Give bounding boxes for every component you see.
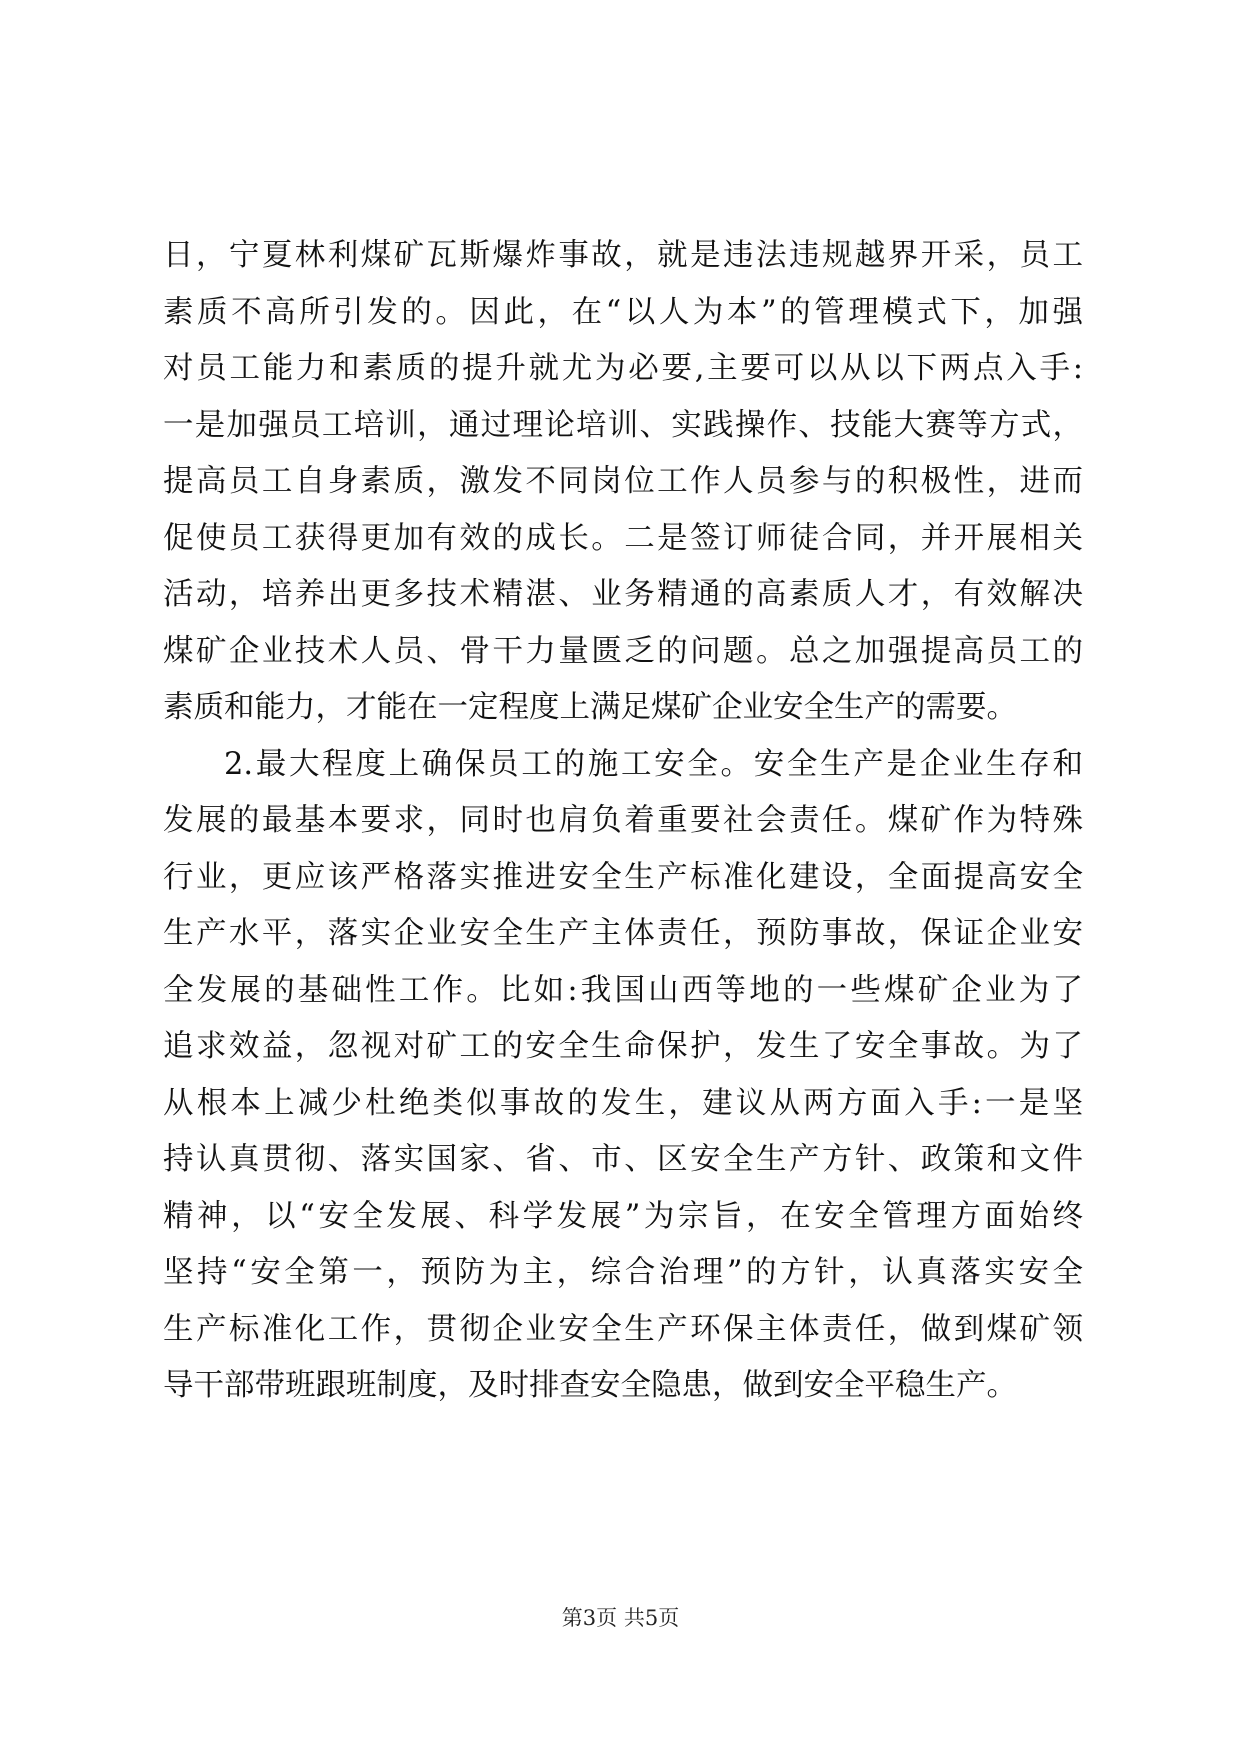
text-line: 发展的最基本要求，同时也肩负着重要社会责任。煤矿作为特殊 [163,803,1083,838]
text-line: 素质和能力，才能在一定程度上满足煤矿企业安全生产的需要。 [163,690,1017,725]
text-line: 一是加强员工培训，通过理论培训、实践操作、技能大赛等方式， [163,407,1083,443]
text-line: 精神，以“安全发展、科学发展”为宗旨，在安全管理方面始终 [163,1198,1083,1234]
text-line: 全发展的基础性工作。比如:我国山西等地的一些煤矿企业为了 [163,972,1083,1008]
page-footer: 第3页 共5页 [561,1606,680,1630]
text-line: 生产标准化工作，贯彻企业安全生产环保主体责任，做到煤矿领 [163,1311,1083,1347]
text-line: 从根本上减少杜绝类似事故的发生，建议从两方面入手:一是坚 [163,1085,1083,1121]
text-line: 煤矿企业技术人员、骨干力量匮乏的问题。总之加强提高员工的 [163,633,1083,669]
text-line: 提高员工自身素质，激发不同岗位工作人员参与的积极性，进而 [163,464,1083,499]
paragraph-first-line: 2.最大程度上确保员工的施工安全。安全生产是企业生存和 [224,746,1083,782]
text-line: 导干部带班跟班制度，及时排查安全隐患，做到安全平稳生产。 [163,1368,1017,1403]
text-line: 坚持“安全第一，预防为主，综合治理”的方针，认真落实安全 [163,1255,1083,1290]
text-line: 素质不高所引发的。因此，在“以人为本”的管理模式下，加强 [163,294,1083,330]
text-line: 追求效益，忽视对矿工的安全生命保护，发生了安全事故。为了 [163,1029,1083,1064]
text-line: 促使员工获得更加有效的成长。二是签订师徒合同，并开展相关 [163,520,1083,556]
text-line: 持认真贯彻、落实国家、省、市、区安全生产方针、政策和文件 [163,1142,1083,1177]
text-line: 对员工能力和素质的提升就尤为必要,主要可以从以下两点入手: [163,351,1083,386]
text-line: 日，宁夏林利煤矿瓦斯爆炸事故，就是违法违规越界开采，员工 [163,238,1083,273]
body-text [163,228,1083,1415]
text-line: 活动，培养出更多技术精湛、业务精通的高素质人才，有效解决 [163,577,1083,612]
text-line: 生产水平，落实企业安全生产主体责任，预防事故，保证企业安 [163,916,1083,951]
text-line: 行业，更应该严格落实推进安全生产标准化建设，全面提高安全 [163,859,1083,895]
